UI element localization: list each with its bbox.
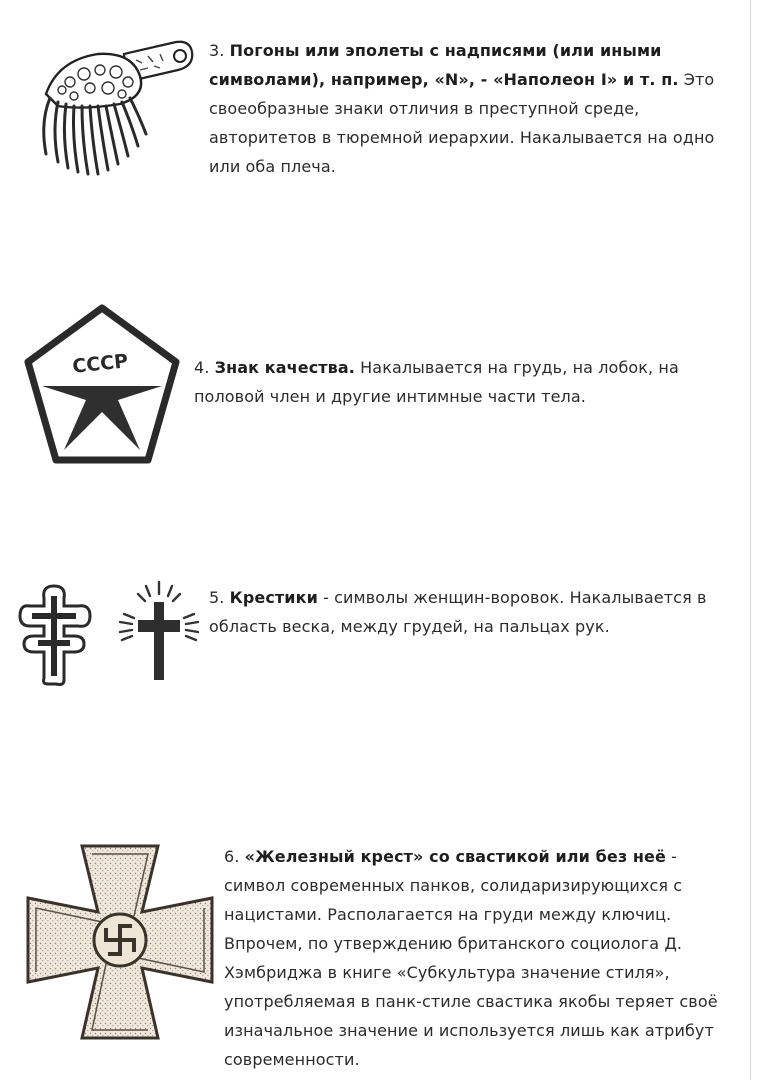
item-text bbox=[209, 36, 729, 181]
item-number: 4. bbox=[194, 358, 210, 377]
item-description: Накалывается на грудь, на лобок, на половой член и другие интимные части тела. bbox=[194, 358, 679, 406]
quality-mark-label: СССР bbox=[71, 350, 130, 378]
epaulette-icon bbox=[28, 36, 198, 178]
item-description: - символы женщин-воровок. Накалывается в область веска, между грудей, на пальцах рук. bbox=[209, 588, 707, 636]
item-heading: Крестики bbox=[229, 588, 318, 607]
item-number: 6. bbox=[224, 847, 240, 866]
quality-mark-icon bbox=[22, 302, 182, 468]
item-description: Это своеобразные знаки отличия в преступной среде, авторитетов в тюремной иерархии. Накалывается на одно или оба плеча. bbox=[209, 70, 715, 176]
iron-cross-icon bbox=[24, 842, 216, 1042]
item-heading: Погоны или эполеты с надписями (или иными символами), например, «N», - «Наполеон I» и т. п. bbox=[209, 41, 679, 89]
crosses-icon bbox=[18, 580, 204, 690]
right-divider bbox=[750, 0, 751, 1080]
item-number: 5. bbox=[209, 588, 225, 607]
item-description: - символ современных панков, солидаризирующихся с нацистами. Располагается на груди между ключиц. Впрочем, по утверждению британского социолога Д. Хэмбриджа в книге «Субкультура значение стиля», употребляемая в панк-стиле свастика якобы теряет своё изначальное значение и используется лишь как атрибут современности. bbox=[224, 847, 718, 1069]
item-text bbox=[209, 583, 719, 641]
item-text bbox=[224, 842, 724, 1074]
item-number: 3. bbox=[209, 41, 225, 60]
item-heading: «Железный крест» со свастикой или без неё bbox=[244, 847, 666, 866]
item-text bbox=[194, 353, 734, 411]
item-heading: Знак качества. bbox=[214, 358, 355, 377]
